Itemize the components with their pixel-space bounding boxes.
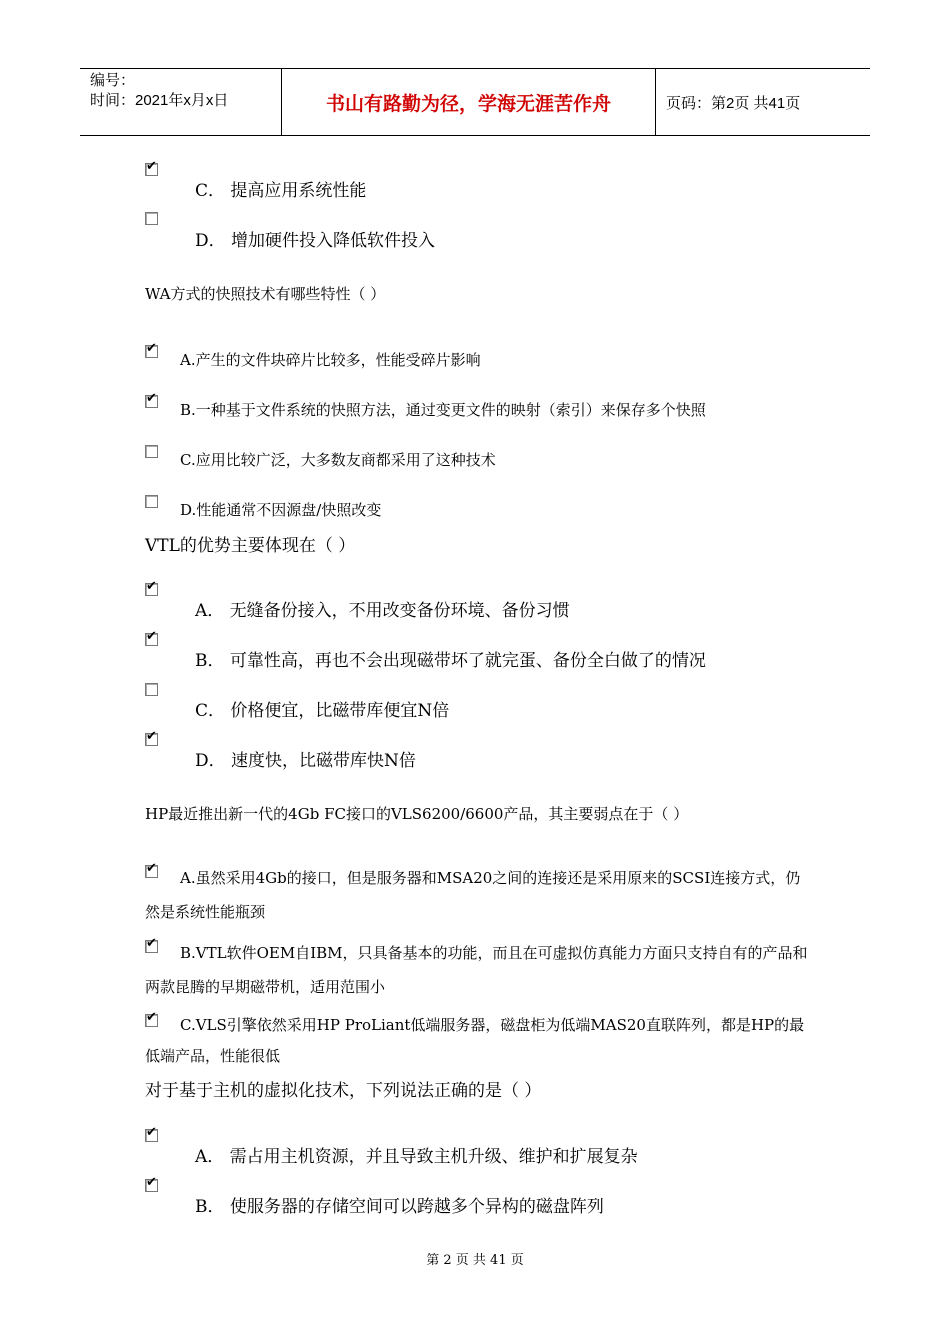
check-mark-icon: ✔: [146, 629, 157, 644]
header-page-info: 页码：第2页 共41页: [666, 94, 801, 112]
check-mark-icon: ✔: [146, 1010, 157, 1025]
check-mark-icon: ✔: [146, 861, 157, 876]
option-text: C.VLS引擎依然采用HP ProLiant低端服务器，磁盘柜为低端MAS20直联阵列，都是HP的最低端产品，性能很低: [145, 1016, 805, 1065]
check-mark-icon: ✔: [146, 1175, 157, 1190]
checkbox[interactable]: [145, 729, 158, 746]
option-text: B.一种基于文件系统的快照方法，通过变更文件的映射（索引）来保存多个快照: [180, 401, 706, 419]
checkbox[interactable]: [145, 445, 158, 458]
check-mark-icon: ✔: [146, 341, 157, 356]
page-footer: 第 2 页 共 41 页: [426, 1253, 524, 1268]
option-text: A.虽然采用4Gb的接口，但是服务器和MSA20之间的连接还是采用原来的SCSI连接方式，仍然是系统性能瓶颈: [145, 869, 801, 921]
header-number-label: 编号：: [90, 72, 136, 89]
option-text: B.VTL软件OEM自IBM，只具备基本的功能，而且在可虚拟仿真能力方面只支持自有的产品和两款昆腾的早期磁带机，适用范围小: [145, 944, 808, 996]
checkbox[interactable]: [145, 341, 158, 358]
page-header: [80, 68, 870, 136]
checkbox[interactable]: [145, 629, 158, 646]
checkbox[interactable]: [145, 683, 158, 696]
checkbox[interactable]: [145, 1175, 158, 1192]
check-mark-icon: ✔: [146, 391, 157, 406]
option-text: A． 无缝备份接入，不用改变备份环境、备份习惯: [195, 601, 570, 621]
header-motto: 书山有路勤为径，学海无涯苦作舟: [282, 69, 656, 135]
option-text: A.产生的文件块碎片比较多，性能受碎片影响: [180, 351, 481, 369]
header-date: 时间：2021年x月x日: [90, 92, 229, 109]
question-text: VTL的优势主要体现在（ ）: [145, 536, 356, 556]
option-text: A． 需占用主机资源，并且导致主机升级、维护和扩展复杂: [195, 1147, 638, 1167]
check-mark-icon: ✔: [146, 936, 157, 951]
check-mark-icon: ✔: [146, 1125, 157, 1140]
check-mark-icon: ✔: [146, 579, 157, 594]
option-text: B． 使服务器的存储空间可以跨越多个异构的磁盘阵列: [195, 1197, 604, 1217]
question-text: WA方式的快照技术有哪些特性（ ）: [145, 285, 386, 303]
check-mark-icon: ✔: [146, 729, 157, 744]
checkbox[interactable]: [145, 579, 158, 596]
checkbox[interactable]: [145, 495, 158, 508]
checkbox[interactable]: [145, 1125, 158, 1142]
checkbox[interactable]: [145, 159, 158, 176]
checkbox[interactable]: [145, 212, 158, 225]
option-text: C.应用比较广泛，大多数友商都采用了这种技术: [180, 451, 496, 469]
checkbox[interactable]: [145, 391, 158, 408]
option-text: D． 速度快，比磁带库快N倍: [195, 751, 416, 771]
option-text: D.性能通常不因源盘/快照改变: [180, 501, 382, 519]
option-text: B． 可靠性高，再也不会出现磁带坏了就完蛋、备份全白做了的情况: [195, 651, 706, 671]
option-text: C． 提高应用系统性能: [195, 181, 367, 201]
header-meta: [80, 69, 282, 135]
question-text: HP最近推出新一代的4Gb FC接口的VLS6200/6600产品，其主要弱点在于（ ）: [145, 805, 689, 823]
option-text: D． 增加硬件投入降低软件投入: [195, 231, 436, 251]
check-mark-icon: ✔: [146, 159, 157, 174]
option-text: C． 价格便宜，比磁带库便宜N倍: [195, 701, 450, 721]
question-text: 对于基于主机的虚拟化技术，下列说法正确的是（ ）: [145, 1081, 542, 1101]
